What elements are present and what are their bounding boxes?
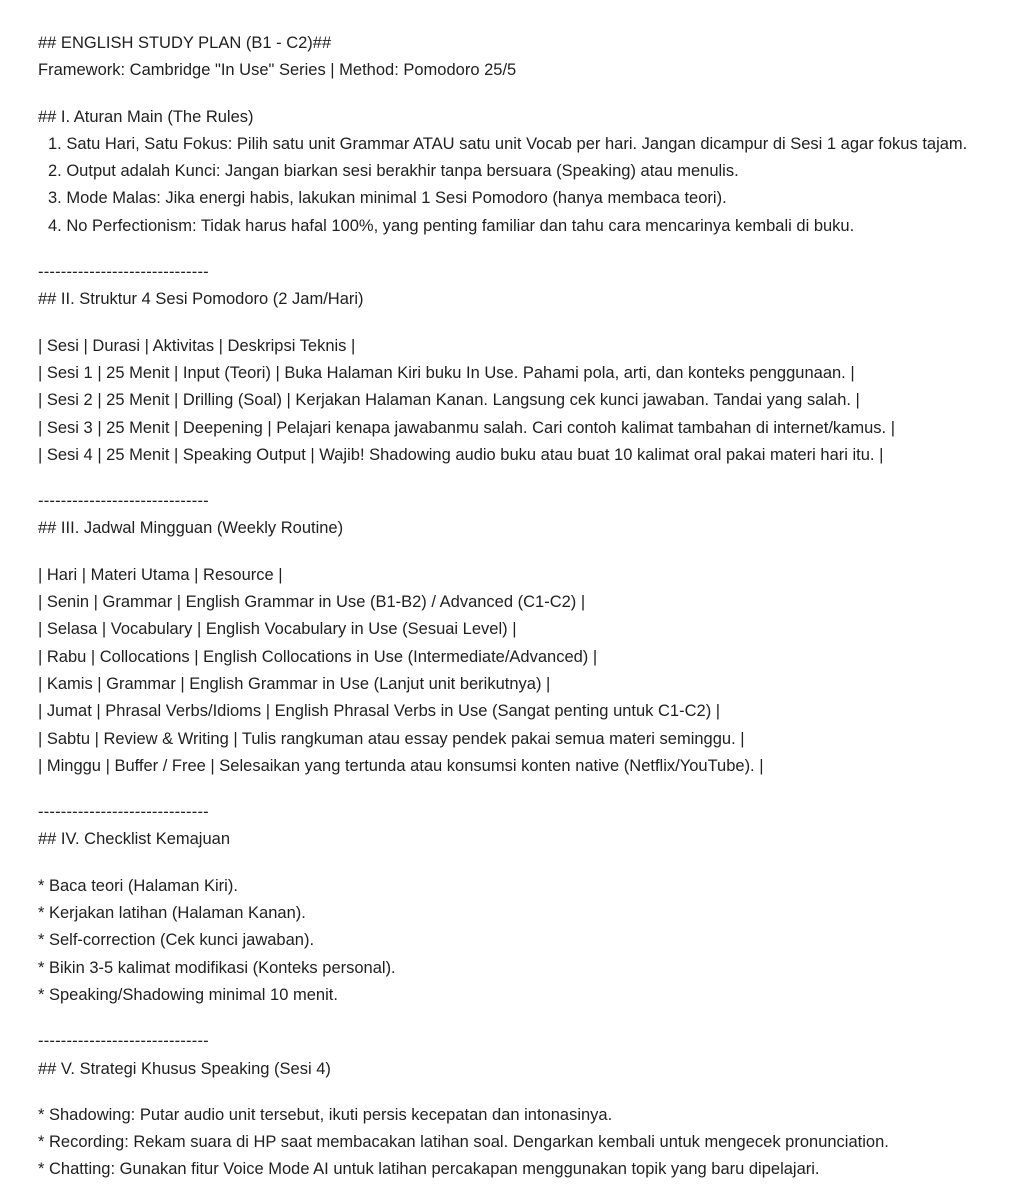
checklist-item: * Kerjakan latihan (Halaman Kanan). (38, 904, 306, 923)
checklist-item: * Baca teori (Halaman Kiri). (38, 876, 238, 895)
session-table-row: | Sesi 4 | 25 Menit | Speaking Output | Wajib! Shadowing audio buku atau buat 10 kalimat oral pakai materi hari itu. | (38, 445, 884, 464)
speaking-strategy-item: * Chatting: Gunakan fitur Voice Mode AI untuk latihan percakapan menggunakan topik yang baru dipelajari. (38, 1160, 820, 1179)
speaking-strategy-item: * Shadowing: Putar audio unit tersebut, ikuti persis kecepatan dan intonasinya. (38, 1105, 613, 1124)
separator-line: ------------------------------ (38, 803, 209, 822)
weekly-table-row: | Kamis | Grammar | English Grammar in Use (Lanjut unit berikutnya) | (38, 674, 551, 693)
framework-line: Framework: Cambridge "In Use" Series | Method: Pomodoro 25/5 (38, 61, 517, 80)
weekly-table-row: | Jumat | Phrasal Verbs/Idioms | English Phrasal Verbs in Use (Sangat penting untuk C1-C2) | (38, 702, 721, 721)
weekly-table-row: | Senin | Grammar | English Grammar in Use (B1-B2) / Advanced (C1-C2) | (38, 593, 586, 612)
document-title: ## ENGLISH STUDY PLAN (B1 - C2)## (38, 34, 332, 52)
session-table-row: | Sesi | Durasi | Aktivitas | Deskripsi Teknis | (38, 336, 356, 355)
separator-line: ------------------------------ (38, 492, 209, 511)
checklist-item: * Bikin 3-5 kalimat modifikasi (Konteks personal). (38, 958, 396, 977)
weekly-table-row: | Sabtu | Review & Writing | Tulis rangkuman atau essay pendek pakai semua materi seminggu. | (38, 729, 745, 748)
section-heading-checklist: ## IV. Checklist Kemajuan (38, 830, 230, 849)
separator-line: ------------------------------ (38, 1032, 209, 1051)
weekly-table-row: | Minggu | Buffer / Free | Selesaikan yang tertunda atau konsumsi konten native (Netflix/YouTube). | (38, 756, 764, 775)
speaking-strategy-item: * Recording: Rekam suara di HP saat membacakan latihan soal. Dengarkan kembali untuk mengecek pronunciation. (38, 1133, 889, 1152)
separator-line: ------------------------------ (38, 263, 209, 282)
section-heading-sessions: ## II. Struktur 4 Sesi Pomodoro (2 Jam/Hari) (38, 290, 364, 309)
checklist-item: * Self-correction (Cek kunci jawaban). (38, 931, 315, 950)
section-heading-weekly: ## III. Jadwal Mingguan (Weekly Routine) (38, 519, 344, 538)
section-heading-speaking: ## V. Strategi Khusus Speaking (Sesi 4) (38, 1059, 331, 1078)
weekly-table-row: | Rabu | Collocations | English Collocations in Use (Intermediate/Advanced) | (38, 647, 598, 666)
weekly-table-row: | Selasa | Vocabulary | English Vocabulary in Use (Sesuai Level) | (38, 620, 517, 639)
session-table-row: | Sesi 3 | 25 Menit | Deepening | Pelajari kenapa jawabanmu salah. Cari contoh kalimat tambahan di internet/kamus. | (38, 418, 895, 437)
rule-item: 2. Output adalah Kunci: Jangan biarkan sesi berakhir tanpa bersuara (Speaking) atau menulis. (48, 162, 739, 181)
rule-item: 4. No Perfectionism: Tidak harus hafal 100%, yang penting familiar dan tahu cara mencarinya kembali di buku. (48, 216, 855, 235)
session-table-row: | Sesi 2 | 25 Menit | Drilling (Soal) | Kerjakan Halaman Kanan. Langsung cek kunci jawaban. Tandai yang salah. | (38, 391, 860, 410)
session-table-row: | Sesi 1 | 25 Menit | Input (Teori) | Buka Halaman Kiri buku In Use. Pahami pola, arti, dan konteks penggunaan. | (38, 363, 855, 382)
section-heading-rules: ## I. Aturan Main (The Rules) (38, 107, 254, 126)
rule-item: 3. Mode Malas: Jika energi habis, lakukan minimal 1 Sesi Pomodoro (hanya membaca teori). (48, 189, 727, 208)
weekly-table-row: | Hari | Materi Utama | Resource | (38, 565, 283, 584)
rule-item: 1. Satu Hari, Satu Fokus: Pilih satu unit Grammar ATAU satu unit Vocab per hari. Jangan dicampur di Sesi 1 agar fokus tajam. (48, 134, 968, 153)
checklist-item: * Speaking/Shadowing minimal 10 menit. (38, 985, 338, 1004)
